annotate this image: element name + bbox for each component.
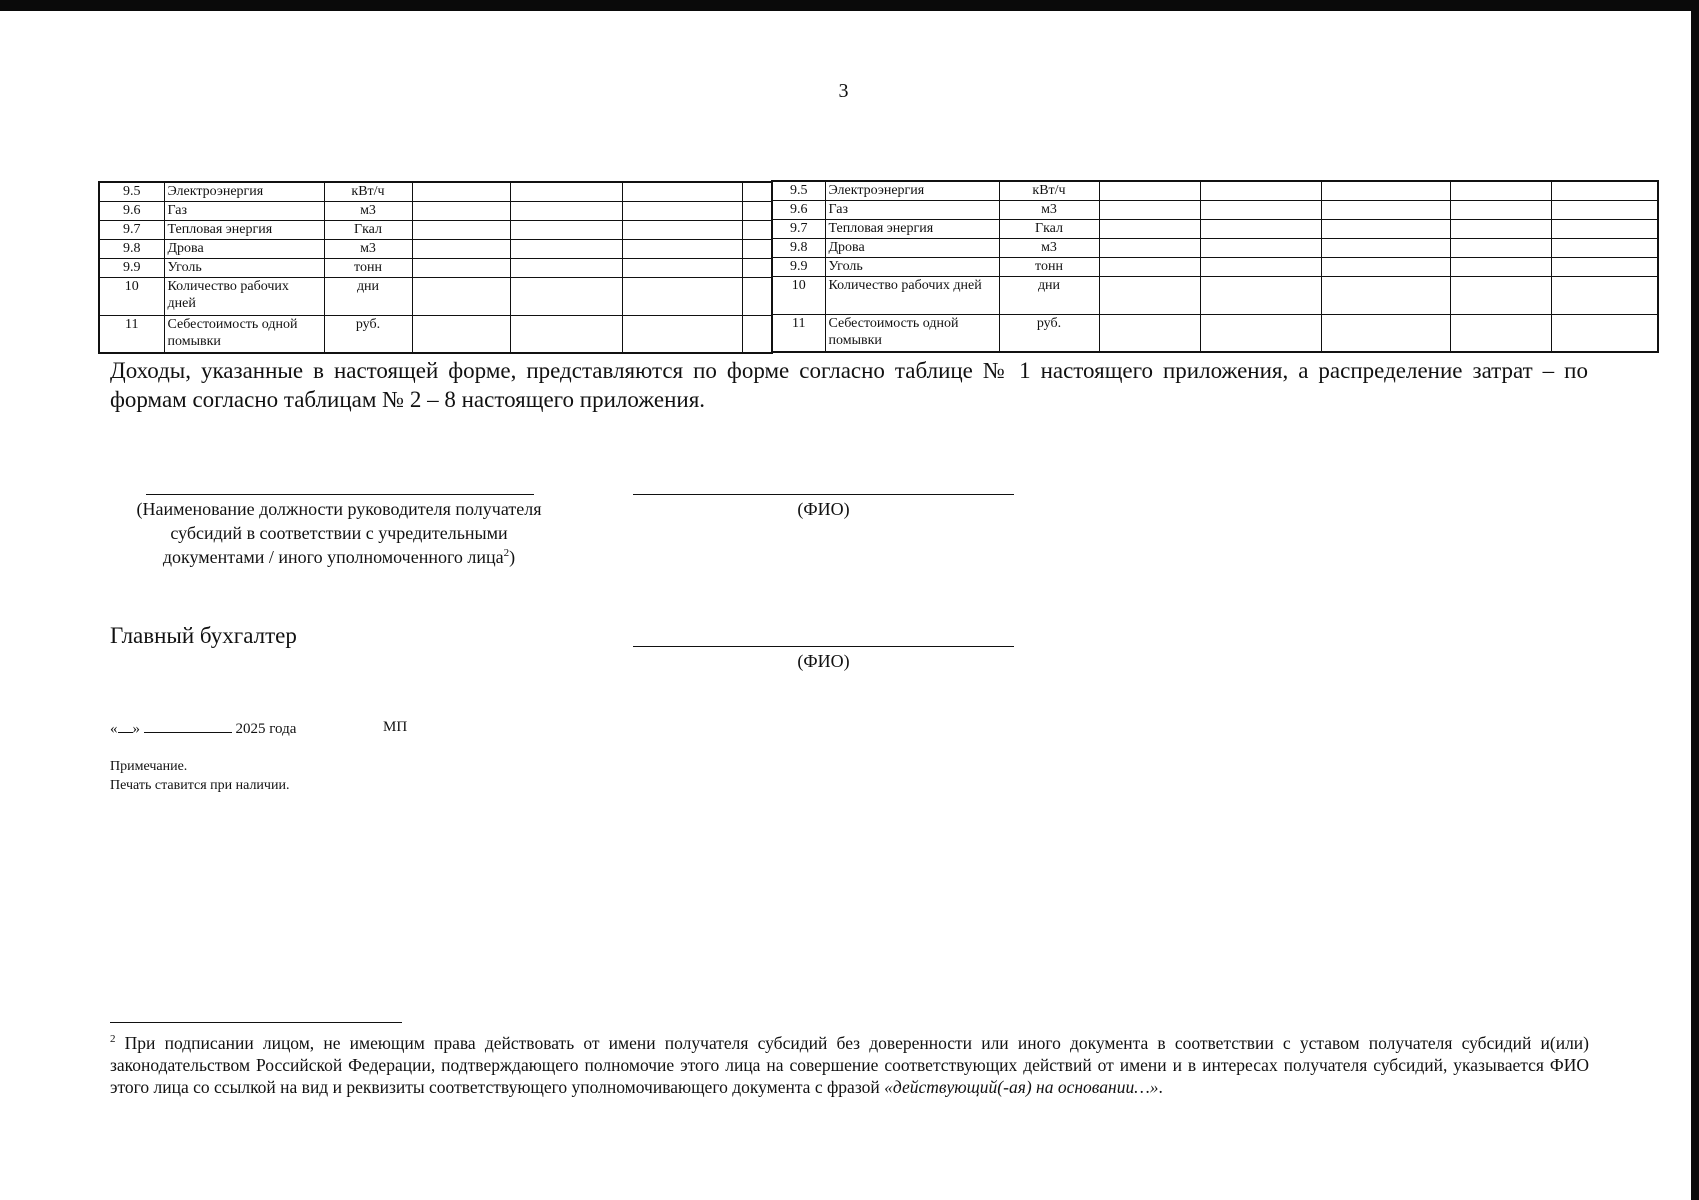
row-unit: руб.	[999, 314, 1099, 352]
row-unit: м3	[324, 239, 412, 258]
month-blank[interactable]	[144, 720, 232, 733]
note-text: Печать ставится при наличии.	[110, 778, 290, 793]
row-name: Газ	[825, 200, 999, 219]
value-cell[interactable]	[1551, 238, 1658, 257]
value-cell[interactable]	[622, 220, 742, 239]
value-cell[interactable]	[1321, 219, 1450, 238]
row-unit: м3	[999, 238, 1099, 257]
table-row	[772, 276, 1658, 314]
date-field: « » 2025 года	[110, 721, 297, 737]
table-row	[99, 239, 772, 258]
value-cell[interactable]	[1450, 276, 1551, 314]
row-number: 10	[772, 276, 825, 314]
value-cell[interactable]	[1551, 181, 1658, 200]
value-cell[interactable]	[742, 182, 772, 201]
value-cell[interactable]	[510, 239, 622, 258]
value-cell[interactable]	[1450, 257, 1551, 276]
table-row	[99, 277, 772, 315]
row-name: Уголь	[825, 257, 999, 276]
table-row	[99, 258, 772, 277]
value-cell[interactable]	[1450, 200, 1551, 219]
table-row	[99, 315, 772, 353]
value-cell[interactable]	[1200, 257, 1321, 276]
table-row	[772, 219, 1658, 238]
value-cell[interactable]	[1321, 276, 1450, 314]
row-name: Тепловая энергия	[825, 219, 999, 238]
value-cell[interactable]	[510, 315, 622, 353]
row-name: Количество рабочих дней	[825, 276, 999, 314]
row-number: 9.7	[772, 219, 825, 238]
value-cell[interactable]	[1200, 200, 1321, 219]
row-number: 9.9	[99, 258, 164, 277]
value-cell[interactable]	[742, 315, 772, 353]
row-name: Дрова	[164, 239, 324, 258]
income-statement-text: Доходы, указанные в настоящей форме, представляются по форме согласно таблице № 1 настоящего приложения, а распределение затрат – по формам согласно таблицам № 2 – 8 настоящего приложения.	[110, 358, 1588, 412]
value-cell[interactable]	[510, 258, 622, 277]
value-cell[interactable]	[1099, 257, 1200, 276]
row-name: Электроэнергия	[164, 182, 324, 201]
row-number: 10	[99, 277, 164, 315]
value-cell[interactable]	[1321, 257, 1450, 276]
row-name: Дрова	[825, 238, 999, 257]
value-cell[interactable]	[510, 201, 622, 220]
value-cell[interactable]	[1200, 238, 1321, 257]
footnote-separator	[110, 1022, 402, 1023]
table-row	[99, 182, 772, 201]
value-cell[interactable]	[1450, 238, 1551, 257]
value-cell[interactable]	[622, 258, 742, 277]
table-row	[772, 314, 1658, 352]
value-cell[interactable]	[1450, 314, 1551, 352]
value-cell[interactable]	[1200, 314, 1321, 352]
scan-right-edge	[1691, 0, 1699, 1200]
row-unit: тонн	[999, 257, 1099, 276]
indicators-table-right	[771, 180, 1659, 353]
row-name: Себестоимость одной помывки	[164, 315, 324, 353]
value-cell[interactable]	[1099, 238, 1200, 257]
row-unit: кВт/ч	[324, 182, 412, 201]
row-number: 9.7	[99, 220, 164, 239]
value-cell[interactable]	[1551, 314, 1658, 352]
footnote-mark: 2	[110, 1033, 116, 1046]
chief-fio-label: (ФИО)	[797, 651, 850, 671]
value-cell[interactable]	[1200, 219, 1321, 238]
value-cell[interactable]	[1321, 200, 1450, 219]
value-cell[interactable]	[1321, 181, 1450, 200]
head-position-caption	[105, 497, 573, 569]
row-number: 9.5	[99, 182, 164, 201]
row-number: 11	[99, 315, 164, 353]
table-row	[99, 220, 772, 239]
indicators-table-left	[98, 181, 773, 354]
head-fio-label: (ФИО)	[797, 499, 850, 519]
table-row	[772, 257, 1658, 276]
row-name: Количество рабочих дней	[164, 277, 324, 315]
value-cell[interactable]	[742, 239, 772, 258]
table-row	[772, 200, 1658, 219]
table-row	[772, 181, 1658, 200]
value-cell[interactable]	[412, 239, 510, 258]
value-cell[interactable]	[1099, 219, 1200, 238]
value-cell[interactable]	[510, 182, 622, 201]
value-cell[interactable]	[742, 258, 772, 277]
value-cell[interactable]	[1551, 276, 1658, 314]
row-number: 9.6	[772, 200, 825, 219]
footnote: $^2$ При подписании лицом, не имеющим права действовать от имени получателя субсидий без доверенности или иного документа в соответствии с уставом получателя субсидий и(или) законодательством Российской Федерации, подтверждающего полномочие этого лица на совершение соответствующих действий от имени и в интересах получателя субсидий, указывается ФИО этого лица со ссылкой на вид и реквизиты соответствующего уполномочивающего документа с фразой «действующий(-ая) на основании…».	[110, 1033, 1589, 1097]
row-unit: дни	[324, 277, 412, 315]
value-cell[interactable]	[1099, 181, 1200, 200]
row-unit: дни	[999, 276, 1099, 314]
value-cell[interactable]	[622, 239, 742, 258]
row-unit: кВт/ч	[999, 181, 1099, 200]
value-cell[interactable]	[1551, 200, 1658, 219]
row-name: Тепловая энергия	[164, 220, 324, 239]
head-position-line[interactable]	[146, 494, 534, 495]
footnote-ref: 2	[503, 547, 510, 559]
value-cell[interactable]	[412, 258, 510, 277]
footnote-text: При подписании лицом, не имеющим права действовать от имени получателя субсидий без доверенности или иного документа в соответствии с уставом получателя субсидий и(или) законодательством Российской Федерации, подтверждающего полномочие этого лица на совершение соответствующих действий от имени и в интересах получателя субсидий, указывается ФИО этого лица со ссылкой на вид и реквизиты соответствующего уполномочивающего документа с фразой	[110, 1033, 1589, 1097]
value-cell[interactable]	[412, 220, 510, 239]
row-number: 9.6	[99, 201, 164, 220]
table-row	[99, 201, 772, 220]
value-cell[interactable]	[1551, 257, 1658, 276]
row-unit: м3	[324, 201, 412, 220]
row-number: 11	[772, 314, 825, 352]
value-cell[interactable]	[622, 201, 742, 220]
chief-fio-line[interactable]	[633, 646, 1014, 647]
row-number: 9.8	[772, 238, 825, 257]
value-cell[interactable]	[1551, 219, 1658, 238]
value-cell[interactable]	[510, 220, 622, 239]
stamp-placeholder: МП	[383, 719, 408, 735]
note-block	[110, 757, 289, 795]
value-cell[interactable]	[1450, 181, 1551, 200]
value-cell[interactable]	[1099, 276, 1200, 314]
value-cell[interactable]	[1200, 181, 1321, 200]
value-cell[interactable]	[510, 277, 622, 315]
value-cell[interactable]	[412, 315, 510, 353]
value-cell[interactable]	[412, 277, 510, 315]
row-name: Уголь	[164, 258, 324, 277]
value-cell[interactable]	[622, 182, 742, 201]
row-unit: Гкал	[324, 220, 412, 239]
row-unit: м3	[999, 200, 1099, 219]
value-cell[interactable]	[622, 277, 742, 315]
value-cell[interactable]	[742, 201, 772, 220]
value-cell[interactable]	[1099, 200, 1200, 219]
scan-top-edge	[0, 0, 1699, 11]
day-blank[interactable]	[118, 720, 133, 733]
table-row	[772, 238, 1658, 257]
head-caption-line-3: документами / иного уполномоченного лица$^2$)	[162, 547, 516, 567]
year-text: 2025 года	[235, 721, 297, 737]
value-cell[interactable]	[412, 182, 510, 201]
row-number: 9.8	[99, 239, 164, 258]
chief-accountant-label: Главный бухгалтер	[110, 623, 297, 648]
row-name: Электроэнергия	[825, 181, 999, 200]
value-cell[interactable]	[412, 201, 510, 220]
value-cell[interactable]	[1321, 238, 1450, 257]
row-name: Газ	[164, 201, 324, 220]
head-caption-line-1: (Наименование должности руководителя получателя	[136, 499, 542, 519]
footnote-phrase: «действующий(-ая) на основании…»	[884, 1077, 1159, 1097]
value-cell[interactable]	[1200, 276, 1321, 314]
note-title: Примечание.	[110, 759, 188, 774]
value-cell[interactable]	[1099, 314, 1200, 352]
value-cell[interactable]	[1321, 314, 1450, 352]
row-unit: Гкал	[999, 219, 1099, 238]
value-cell[interactable]	[742, 277, 772, 315]
row-unit: руб.	[324, 315, 412, 353]
page-number: 3	[838, 80, 849, 102]
value-cell[interactable]	[622, 315, 742, 353]
row-number: 9.5	[772, 181, 825, 200]
value-cell[interactable]	[1450, 219, 1551, 238]
row-name: Себестоимость одной помывки	[825, 314, 999, 352]
head-fio-line[interactable]	[633, 494, 1014, 495]
row-unit: тонн	[324, 258, 412, 277]
head-caption-line-2: субсидий в соответствии с учредительными	[170, 523, 508, 543]
value-cell[interactable]	[742, 220, 772, 239]
row-number: 9.9	[772, 257, 825, 276]
